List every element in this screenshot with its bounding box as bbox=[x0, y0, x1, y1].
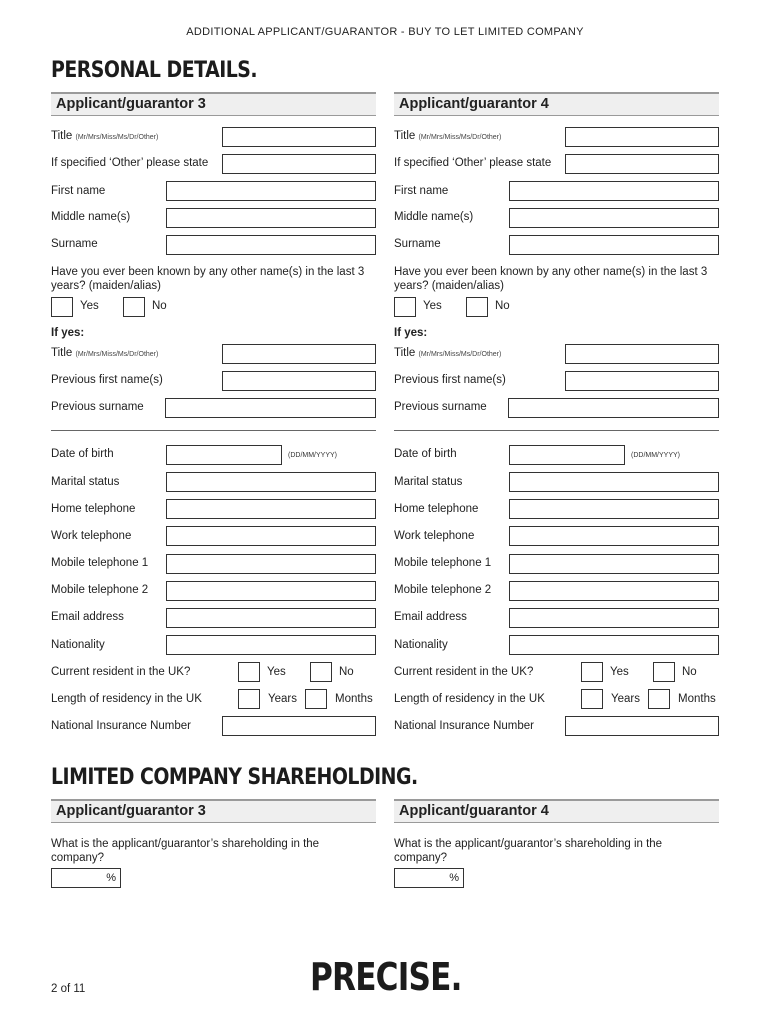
dob-input[interactable] bbox=[166, 445, 282, 465]
nationality-label: Nationality bbox=[394, 639, 448, 651]
residency-years-label: Years bbox=[611, 693, 640, 705]
known-as-no-label: No bbox=[495, 300, 510, 312]
email-input[interactable] bbox=[509, 608, 719, 628]
uk-resident-yes-checkbox[interactable] bbox=[238, 662, 260, 682]
form-header: ADDITIONAL APPLICANT/GUARANTOR - BUY TO LET LIMITED COMPANY bbox=[186, 26, 584, 38]
residency-years-input[interactable] bbox=[238, 689, 260, 709]
uk-resident-no-label: No bbox=[682, 666, 697, 678]
known-as-yes-label: Yes bbox=[80, 300, 99, 312]
other-title-label: If specified ‘Other’ please state bbox=[394, 157, 552, 169]
shareholding-percent-input[interactable]: % bbox=[51, 868, 121, 888]
ni-number-input[interactable] bbox=[565, 716, 719, 736]
first-name-input[interactable] bbox=[509, 181, 719, 201]
middle-names-label: Middle name(s) bbox=[394, 211, 474, 223]
shareholding-question: What is the applicant/guarantor’s shareholding in the company? bbox=[51, 838, 320, 864]
residency-months-input[interactable] bbox=[305, 689, 327, 709]
previous-first-name-input[interactable] bbox=[222, 371, 376, 391]
ni-number-label: National Insurance Number bbox=[51, 720, 191, 732]
known-as-no-checkbox[interactable] bbox=[466, 297, 488, 317]
home-telephone-input[interactable] bbox=[509, 499, 719, 519]
other-title-input[interactable] bbox=[222, 154, 376, 174]
previous-title-label: Title (Mr/Mrs/Miss/Ms/Dr/Other) bbox=[51, 347, 159, 359]
mobile-2-input[interactable] bbox=[166, 581, 376, 601]
known-as-no-checkbox[interactable] bbox=[123, 297, 145, 317]
shareholding-question: What is the applicant/guarantor’s shareholding in the company? bbox=[394, 838, 663, 864]
previous-first-name-label: Previous first name(s) bbox=[51, 374, 163, 386]
first-name-input[interactable] bbox=[166, 181, 376, 201]
known-as-yes-checkbox[interactable] bbox=[51, 297, 73, 317]
previous-first-name-input[interactable] bbox=[565, 371, 719, 391]
uk-resident-yes-label: Yes bbox=[610, 666, 629, 678]
mobile-2-input[interactable] bbox=[509, 581, 719, 601]
home-telephone-label: Home telephone bbox=[394, 503, 479, 515]
mobile-1-label: Mobile telephone 1 bbox=[51, 557, 149, 569]
ni-number-label: National Insurance Number bbox=[394, 720, 534, 732]
dob-label: Date of birth bbox=[394, 448, 457, 460]
nationality-input[interactable] bbox=[166, 635, 376, 655]
brand-logo: PRECISE. bbox=[310, 955, 462, 999]
dob-format-hint: (DD/MM/YYYY) bbox=[631, 452, 680, 459]
previous-title-input[interactable] bbox=[222, 344, 376, 364]
previous-surname-input[interactable] bbox=[508, 398, 719, 418]
residency-length-label: Length of residency in the UK bbox=[394, 693, 545, 705]
uk-resident-label: Current resident in the UK? bbox=[51, 666, 191, 678]
surname-input[interactable] bbox=[509, 235, 719, 255]
work-telephone-input[interactable] bbox=[509, 526, 719, 546]
home-telephone-input[interactable] bbox=[166, 499, 376, 519]
residency-years-label: Years bbox=[268, 693, 297, 705]
title-label: Title (Mr/Mrs/Miss/Ms/Dr/Other) bbox=[394, 130, 502, 142]
shareholding-applicant-4-heading: Applicant/guarantor 4 bbox=[394, 799, 719, 823]
other-title-input[interactable] bbox=[565, 154, 719, 174]
other-title-label: If specified ‘Other’ please state bbox=[51, 157, 209, 169]
known-as-question: Have you ever been known by any other name(s) in the last 3 years? (maiden/alias) bbox=[51, 266, 365, 292]
marital-status-input[interactable] bbox=[166, 472, 376, 492]
mobile-1-input[interactable] bbox=[166, 554, 376, 574]
email-label: Email address bbox=[394, 611, 467, 623]
previous-title-input[interactable] bbox=[565, 344, 719, 364]
middle-names-label: Middle name(s) bbox=[51, 211, 131, 223]
ni-number-input[interactable] bbox=[222, 716, 376, 736]
title-input[interactable] bbox=[565, 127, 719, 147]
applicant-4-heading: Applicant/guarantor 4 bbox=[394, 92, 719, 116]
shareholding-applicant-3-heading: Applicant/guarantor 3 bbox=[51, 799, 376, 823]
previous-surname-label: Previous surname bbox=[394, 401, 487, 413]
mobile-2-label: Mobile telephone 2 bbox=[51, 584, 149, 596]
surname-input[interactable] bbox=[166, 235, 376, 255]
home-telephone-label: Home telephone bbox=[51, 503, 136, 515]
marital-status-input[interactable] bbox=[509, 472, 719, 492]
title-input[interactable] bbox=[222, 127, 376, 147]
known-as-no-label: No bbox=[152, 300, 167, 312]
uk-resident-label: Current resident in the UK? bbox=[394, 666, 534, 678]
previous-first-name-label: Previous first name(s) bbox=[394, 374, 506, 386]
uk-resident-no-label: No bbox=[339, 666, 354, 678]
residency-months-label: Months bbox=[335, 693, 373, 705]
previous-title-label: Title (Mr/Mrs/Miss/Ms/Dr/Other) bbox=[394, 347, 502, 359]
title-label: Title (Mr/Mrs/Miss/Ms/Dr/Other) bbox=[51, 130, 159, 142]
first-name-label: First name bbox=[394, 185, 449, 197]
marital-status-label: Marital status bbox=[394, 476, 463, 488]
residency-years-input[interactable] bbox=[581, 689, 603, 709]
personal-details-title: PERSONAL DETAILS. bbox=[51, 58, 258, 83]
applicant-3-heading: Applicant/guarantor 3 bbox=[51, 92, 376, 116]
dob-input[interactable] bbox=[509, 445, 625, 465]
work-telephone-label: Work telephone bbox=[394, 530, 475, 542]
residency-months-input[interactable] bbox=[648, 689, 670, 709]
first-name-label: First name bbox=[51, 185, 106, 197]
email-input[interactable] bbox=[166, 608, 376, 628]
work-telephone-input[interactable] bbox=[166, 526, 376, 546]
mobile-1-input[interactable] bbox=[509, 554, 719, 574]
known-as-yes-label: Yes bbox=[423, 300, 442, 312]
residency-length-label: Length of residency in the UK bbox=[51, 693, 202, 705]
dob-label: Date of birth bbox=[51, 448, 114, 460]
email-label: Email address bbox=[51, 611, 124, 623]
uk-resident-no-checkbox[interactable] bbox=[310, 662, 332, 682]
middle-names-input[interactable] bbox=[166, 208, 376, 228]
nationality-label: Nationality bbox=[51, 639, 105, 651]
work-telephone-label: Work telephone bbox=[51, 530, 132, 542]
shareholding-title: LIMITED COMPANY SHAREHOLDING. bbox=[51, 765, 418, 790]
middle-names-input[interactable] bbox=[509, 208, 719, 228]
mobile-1-label: Mobile telephone 1 bbox=[394, 557, 492, 569]
mobile-2-label: Mobile telephone 2 bbox=[394, 584, 492, 596]
page-number: 2 of 11 bbox=[51, 983, 86, 995]
surname-label: Surname bbox=[394, 238, 441, 250]
if-yes-label: If yes: bbox=[394, 327, 428, 339]
previous-surname-label: Previous surname bbox=[51, 401, 144, 413]
divider bbox=[51, 430, 376, 431]
previous-surname-input[interactable] bbox=[165, 398, 376, 418]
known-as-question: Have you ever been known by any other name(s) in the last 3 years? (maiden/alias) bbox=[394, 266, 708, 292]
nationality-input[interactable] bbox=[509, 635, 719, 655]
surname-label: Surname bbox=[51, 238, 98, 250]
marital-status-label: Marital status bbox=[51, 476, 120, 488]
known-as-yes-checkbox[interactable] bbox=[394, 297, 416, 317]
uk-resident-yes-label: Yes bbox=[267, 666, 286, 678]
uk-resident-no-checkbox[interactable] bbox=[653, 662, 675, 682]
residency-months-label: Months bbox=[678, 693, 716, 705]
divider bbox=[394, 430, 719, 431]
shareholding-percent-input[interactable]: % bbox=[394, 868, 464, 888]
if-yes-label: If yes: bbox=[51, 327, 85, 339]
dob-format-hint: (DD/MM/YYYY) bbox=[288, 452, 337, 459]
uk-resident-yes-checkbox[interactable] bbox=[581, 662, 603, 682]
